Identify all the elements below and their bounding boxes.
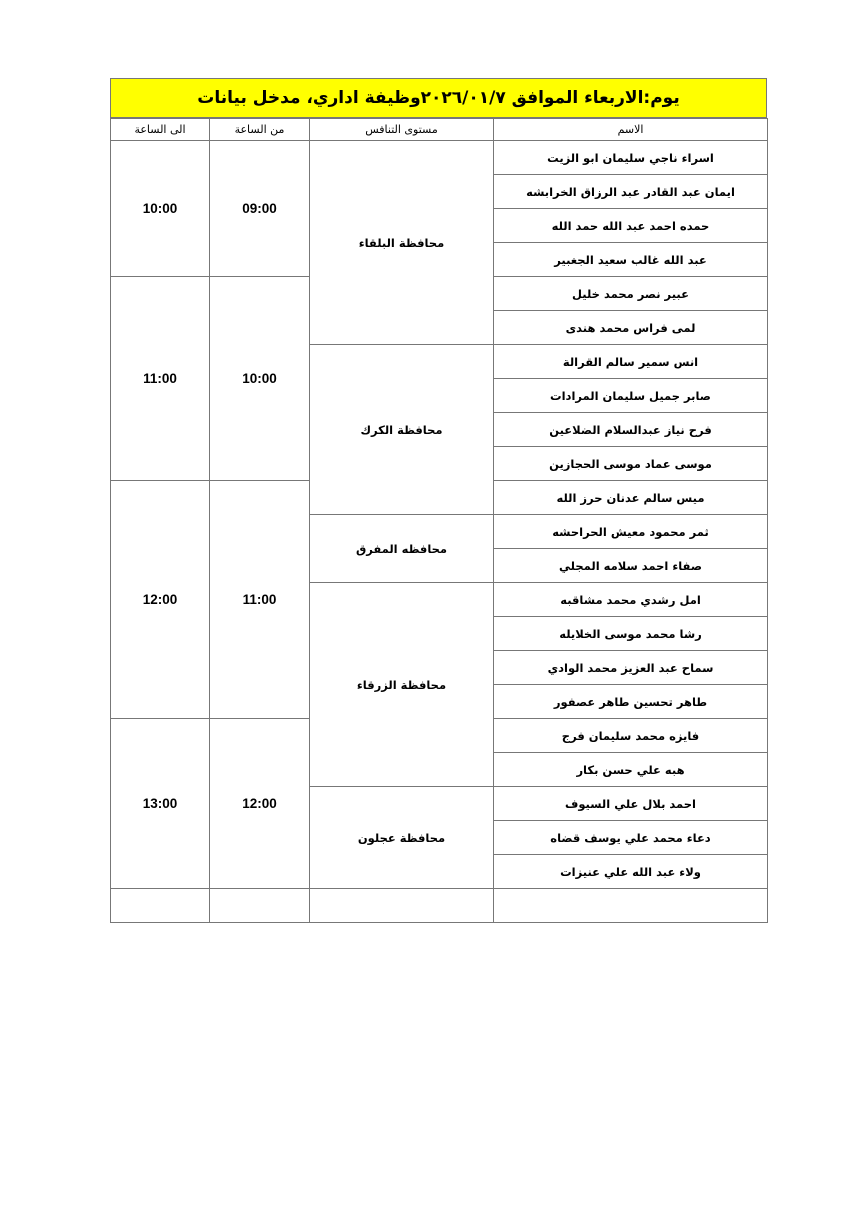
to-time-cell: 11:00	[111, 277, 210, 481]
name-cell: لمى فراس محمد هندى	[494, 311, 768, 345]
from-time-cell: 09:00	[210, 141, 310, 277]
name-cell: طاهر تحسين طاهر عصفور	[494, 685, 768, 719]
level-cell: محافظة البلقاء	[310, 141, 494, 345]
name-cell: فرح نياز عبدالسلام الضلاعين	[494, 413, 768, 447]
name-cell: حمده احمد عبد الله حمد الله	[494, 209, 768, 243]
empty-cell	[111, 889, 210, 923]
from-time-cell: 10:00	[210, 277, 310, 481]
name-cell: انس سمير سالم القرالة	[494, 345, 768, 379]
name-cell: امل رشدي محمد مشاقبه	[494, 583, 768, 617]
name-cell: ايمان عبد القادر عبد الرزاق الخرابشه	[494, 175, 768, 209]
header-name: الاسم	[494, 119, 768, 141]
name-cell: فايزه محمد سليمان فرج	[494, 719, 768, 753]
name-cell: احمد بلال علي السيوف	[494, 787, 768, 821]
header-row	[111, 119, 768, 141]
from-time-cell: 11:00	[210, 481, 310, 719]
name-cell: هبه علي حسن بكار	[494, 753, 768, 787]
header-from: من الساعة	[210, 119, 310, 141]
level-cell: محافظة الزرقاء	[310, 583, 494, 787]
level-cell: محافظة الكرك	[310, 345, 494, 515]
level-cell: محافظة عجلون	[310, 787, 494, 889]
empty-cell	[310, 889, 494, 923]
name-cell: صابر جميل سليمان المرادات	[494, 379, 768, 413]
empty-cell	[210, 889, 310, 923]
name-cell: عبد الله غالب سعيد الجغبير	[494, 243, 768, 277]
name-cell: رشا محمد موسى الخلايله	[494, 617, 768, 651]
name-cell: اسراء ناجي سليمان ابو الزيت	[494, 141, 768, 175]
name-cell: ثمر محمود معيش الحراحشه	[494, 515, 768, 549]
name-cell: موسى عماد موسى الحجازين	[494, 447, 768, 481]
name-cell: سماح عبد العزيز محمد الوادي	[494, 651, 768, 685]
page-title: يوم:الاربعاء الموافق ٢٠٢٦/٠١/٧وظيفة اداري، مدخل بيانات	[110, 78, 767, 118]
table-row	[111, 141, 768, 175]
name-cell: ولاء عبد الله علي عنيزات	[494, 855, 768, 889]
to-time-cell: 10:00	[111, 141, 210, 277]
schedule-table	[110, 118, 768, 923]
name-cell: دعاء محمد علي يوسف قضاه	[494, 821, 768, 855]
name-cell: ميس سالم عدنان حرز الله	[494, 481, 768, 515]
to-time-cell: 13:00	[111, 719, 210, 889]
header-to: الى الساعة	[111, 119, 210, 141]
from-time-cell: 12:00	[210, 719, 310, 889]
schedule-sheet	[110, 78, 767, 923]
header-level: مستوى التنافس	[310, 119, 494, 141]
name-cell: عبير نصر محمد خليل	[494, 277, 768, 311]
name-cell: صفاء احمد سلامه المجلي	[494, 549, 768, 583]
empty-cell	[494, 889, 768, 923]
empty-row	[111, 889, 768, 923]
level-cell: محافظه المفرق	[310, 515, 494, 583]
to-time-cell: 12:00	[111, 481, 210, 719]
